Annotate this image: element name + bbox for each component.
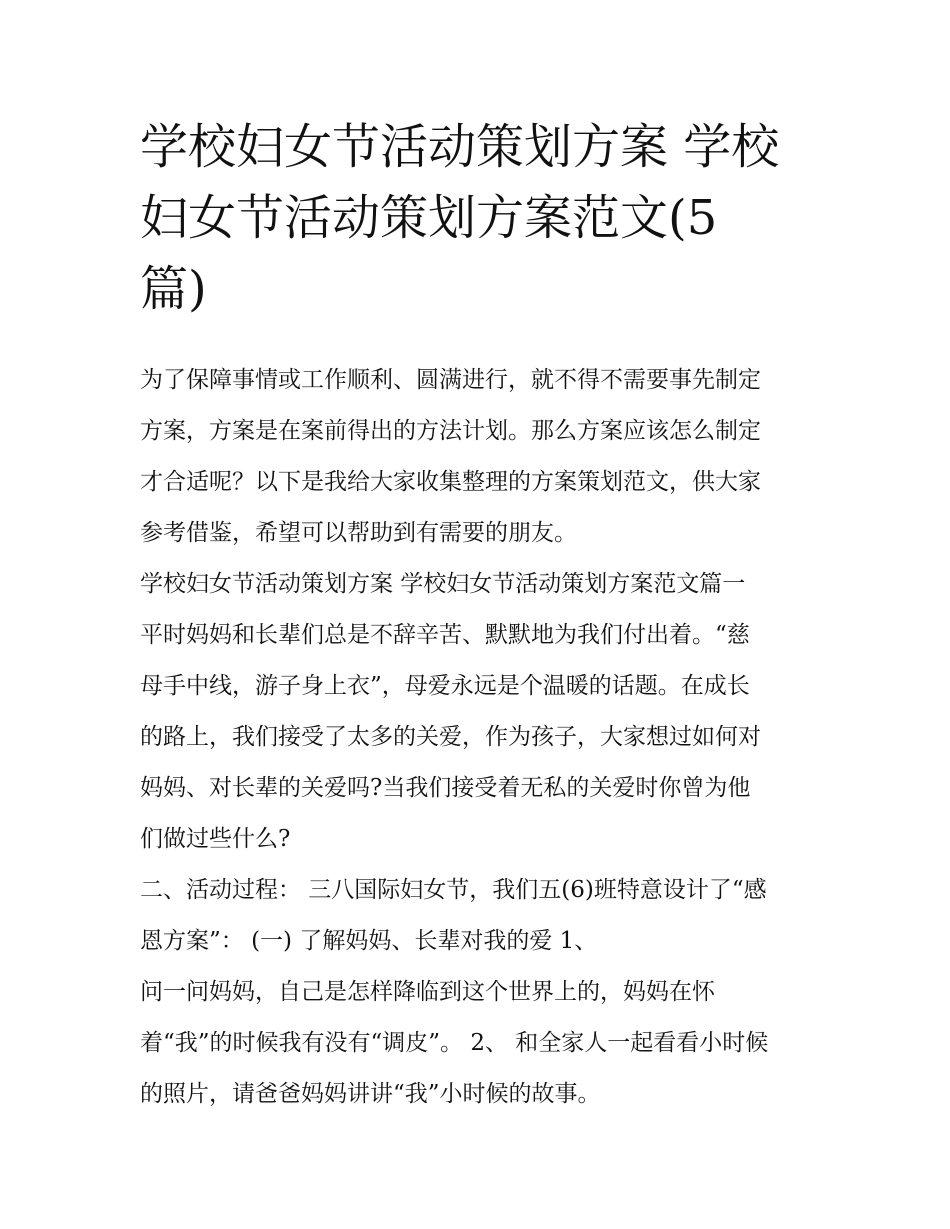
- body-line: 母手中线，游子身上衣”，母爱永远是个温暖的话题。在成长: [140, 673, 750, 699]
- body-line: 方案，方案是在案前得出的方法计划。那么方案应该怎么制定: [140, 418, 761, 444]
- body-line: 恩方案”： (一) 了解妈妈、长辈对我的爱 1、: [140, 928, 598, 954]
- title-line: 妇女节活动策划方案范文(5: [140, 190, 718, 246]
- body-line: 为了保障事情或工作顺利、圆满进行，就不得不需要事先制定: [140, 367, 761, 393]
- body-line: 问一问妈妈，自己是怎样降临到这个世界上的，妈妈在怀: [140, 979, 715, 1005]
- body-line: 平时妈妈和长辈们总是不辞辛苦、默默地为我们付出着。“慈: [140, 622, 750, 648]
- document-title: [140, 112, 820, 325]
- body-line: 妈妈、对长辈的关爱吗?当我们接受着无私的关爱时你曾为他: [140, 775, 751, 801]
- title-line: 篇): [140, 261, 207, 317]
- body-line: 参考借鉴，希望可以帮助到有需要的朋友。: [140, 520, 577, 546]
- document-body: [140, 355, 830, 1120]
- body-line: 二、活动过程： 三八国际妇女节，我们五(6)班特意设计了“感: [140, 877, 767, 903]
- body-line: 着“我”的时候我有没有“调皮”。 2、 和全家人一起看看小时候: [140, 1030, 769, 1056]
- body-line: 们做过些什么?: [140, 826, 291, 852]
- body-line: 的路上，我们接受了太多的关爱，作为孩子，大家想过如何对: [140, 724, 761, 750]
- title-line: 学校妇女节活动策划方案 学校: [140, 119, 780, 175]
- body-line: 的照片，请爸爸妈妈讲讲“我”小时候的故事。: [140, 1081, 601, 1107]
- section-heading-line: 学校妇女节活动策划方案 学校妇女节活动策划方案范文篇一: [140, 571, 746, 597]
- body-line: 才合适呢？以下是我给大家收集整理的方案策划范文，供大家: [140, 469, 761, 495]
